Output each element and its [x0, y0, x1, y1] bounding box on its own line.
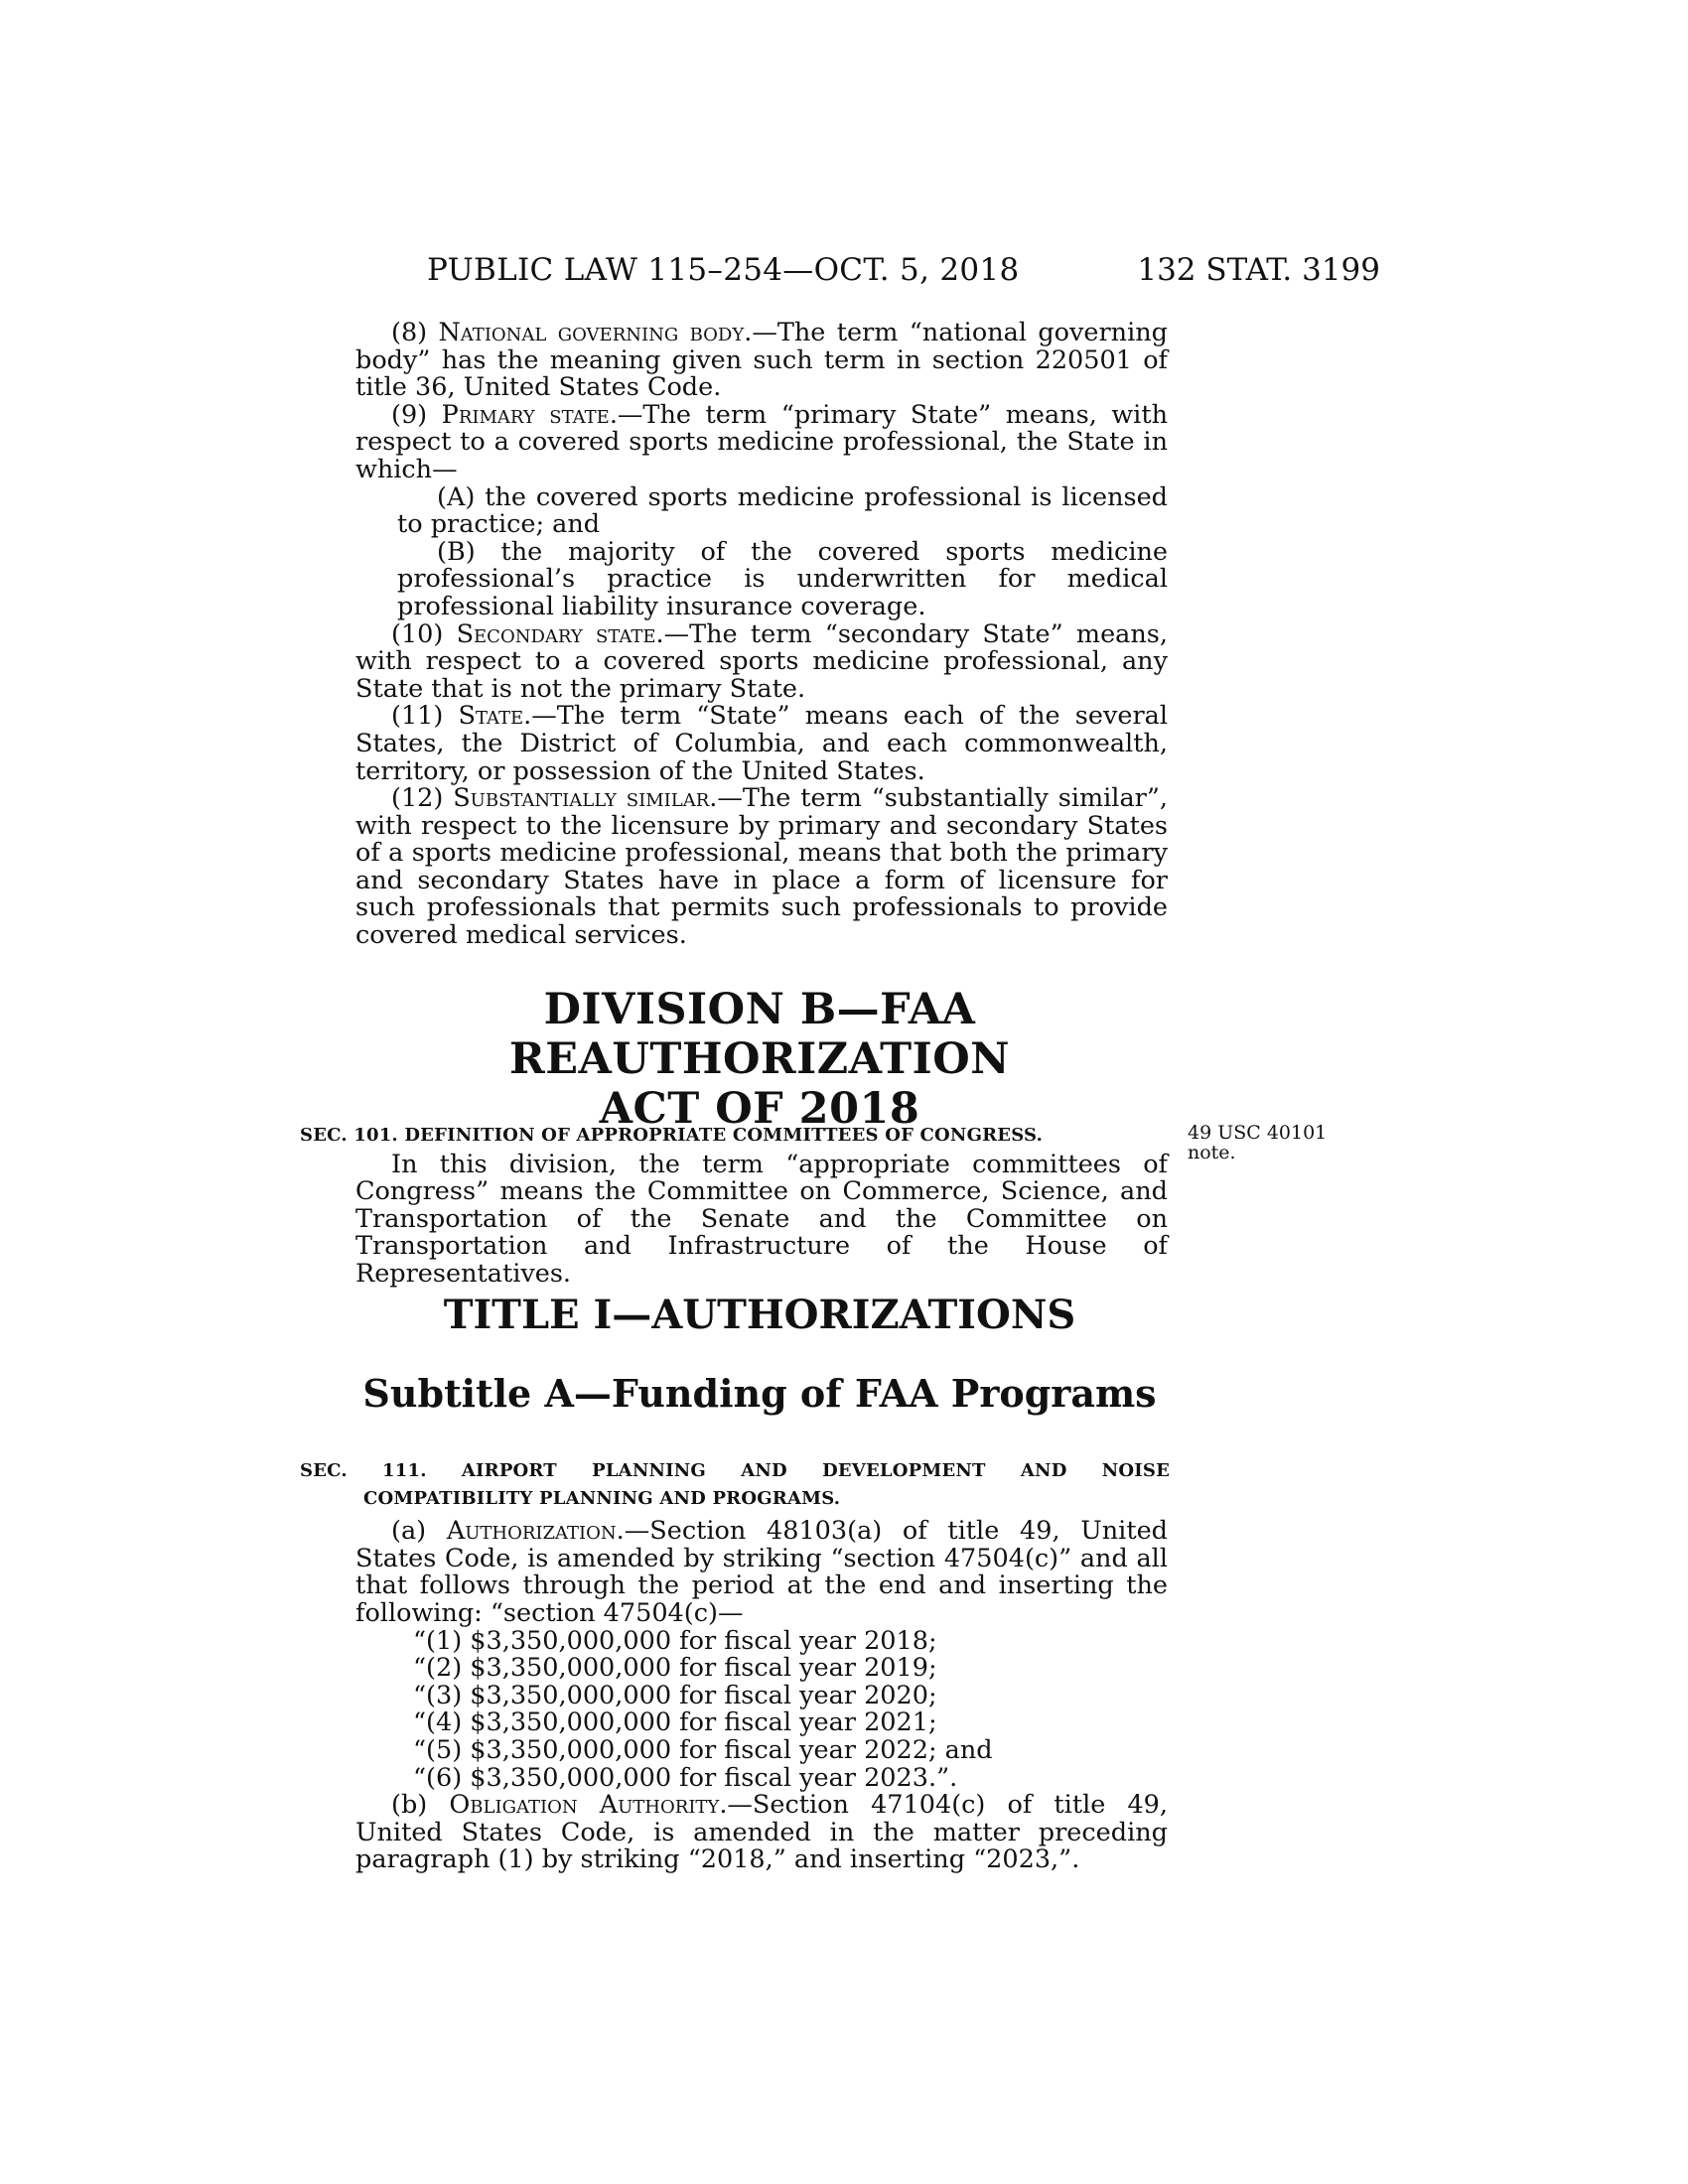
running-title: PUBLIC LAW 115–254—OCT. 5, 2018 [427, 252, 1020, 288]
section-101-heading: SEC. 101. DEFINITION OF APPROPRIATE COMMITTEES OF CONGRESS. [300, 1125, 1044, 1146]
list-item: “(5) $3,350,000,000 for fiscal year 2022; and [413, 1734, 993, 1765]
section-101 [300, 1122, 1168, 1289]
definition-11-term: State [458, 701, 524, 732]
definition-12-number: (12) [391, 783, 444, 814]
definition-9-a: (A) the covered sports medicine professional is licensed to practice; and [397, 481, 1168, 540]
definition-8-number: (8) [391, 318, 428, 347]
list-item: “(3) $3,350,000,000 for fiscal year 2020; [413, 1680, 937, 1710]
margin-note-line-2: note. [1188, 1142, 1236, 1163]
subsection-b-text: .—Section 47104(c) of title 49, United States Code, is amended in the matter preceding paragraph (1) by striking “2018,” and inserting “2023,”. [355, 1790, 1169, 1875]
section-111-heading-line-2: COMPATIBILITY PLANNING AND PROGRAMS. [363, 1487, 841, 1509]
definition-10-text: .—The term “secondary State” means, with respect to a covered sports medicine professional, any State that is not the primary State. [355, 618, 1168, 704]
definition-8-term: National governing body [438, 318, 745, 347]
subsection-b-number: (b) [391, 1790, 428, 1821]
margin-note [1188, 1123, 1327, 1162]
definition-8-text: .—The term “national governing body” has the meaning given such term in section 220501 of title 36, United States Code. [355, 318, 1169, 403]
division-heading-line-2: ACT OF 2018 [599, 1084, 920, 1134]
list-item: “(2) $3,350,000,000 for fiscal year 2019; [413, 1653, 937, 1684]
definition-12 [355, 785, 1168, 950]
division-heading [298, 985, 1221, 1134]
list-item: “(6) $3,350,000,000 for fiscal year 2023.”. [413, 1762, 958, 1793]
definition-11 [355, 703, 1168, 785]
subsection-a-term: Authorization [446, 1516, 617, 1547]
title-heading: TITLE I—AUTHORIZATIONS [443, 1292, 1076, 1338]
section-111-heading-line-1: SEC. 111. AIRPORT PLANNING AND DEVELOPMENT AND NOISE [300, 1460, 1170, 1481]
definitions-block [355, 320, 1168, 950]
definition-9-text: .—The term “primary State” means, with respect to a covered sports medicine professional, the State in which— [355, 399, 1168, 484]
subtitle-heading: Subtitle A—Funding of FAA Programs [362, 1371, 1157, 1416]
definition-10-number: (10) [391, 618, 444, 649]
margin-note-line-1: 49 USC 40101 [1188, 1122, 1328, 1144]
subsection-a-text: .—Section 48103(a) of title 49, United States Code, is amended by striking “section 47504(c)” and all that follows through the period at the end and inserting the following: “section 47504(c)— [355, 1516, 1168, 1628]
definition-12-term: Substantially similar [453, 783, 710, 814]
subsection-a [355, 1518, 1168, 1627]
definition-9-b: (B) the majority of the covered sports medicine professional’s practice is underwritten for medical professional liability insurance coverage. [397, 536, 1168, 621]
definition-9-term: Primary state [441, 399, 610, 430]
statute-page-number: 132 STAT. 3199 [1137, 252, 1380, 288]
subsection-b [355, 1792, 1168, 1874]
list-item: “(4) $3,350,000,000 for fiscal year 2021; [413, 1707, 937, 1738]
subsection-b-term: Obligation Authority [449, 1790, 720, 1821]
list-item: “(1) $3,350,000,000 for fiscal year 2018; [413, 1625, 937, 1656]
definition-9 [355, 399, 1168, 484]
definition-12-text: .—The term “substantially similar”, with respect to the licensure by primary and secondary States of a sports medicine professional, means that both the primary and secondary States have in place a form of licensure for such professionals that permits such professionals to provide covered medical services. [355, 783, 1168, 951]
division-heading-line-1: DIVISION B—FAA REAUTHORIZATION [508, 985, 1011, 1084]
section-111 [300, 1457, 1170, 1875]
section-101-text: In this division, the term “appropriate committees of Congress” means the Committee on Commerce, Science, and Transportation of the Senate and the Committee on Transportation and Infrastructure of the House of Representatives. [355, 1149, 1168, 1289]
definition-11-number: (11) [391, 701, 444, 732]
subsection-a-number: (a) [391, 1516, 427, 1547]
page-header [298, 252, 1380, 292]
definition-11-text: .—The term “State” means each of the several States, the District of Columbia, and each commonwealth, territory, or possession of the United States. [355, 701, 1168, 786]
definition-10-term: Secondary state [456, 618, 656, 649]
definition-8 [355, 320, 1168, 402]
definition-10 [355, 618, 1168, 704]
definition-9-number: (9) [391, 399, 428, 430]
